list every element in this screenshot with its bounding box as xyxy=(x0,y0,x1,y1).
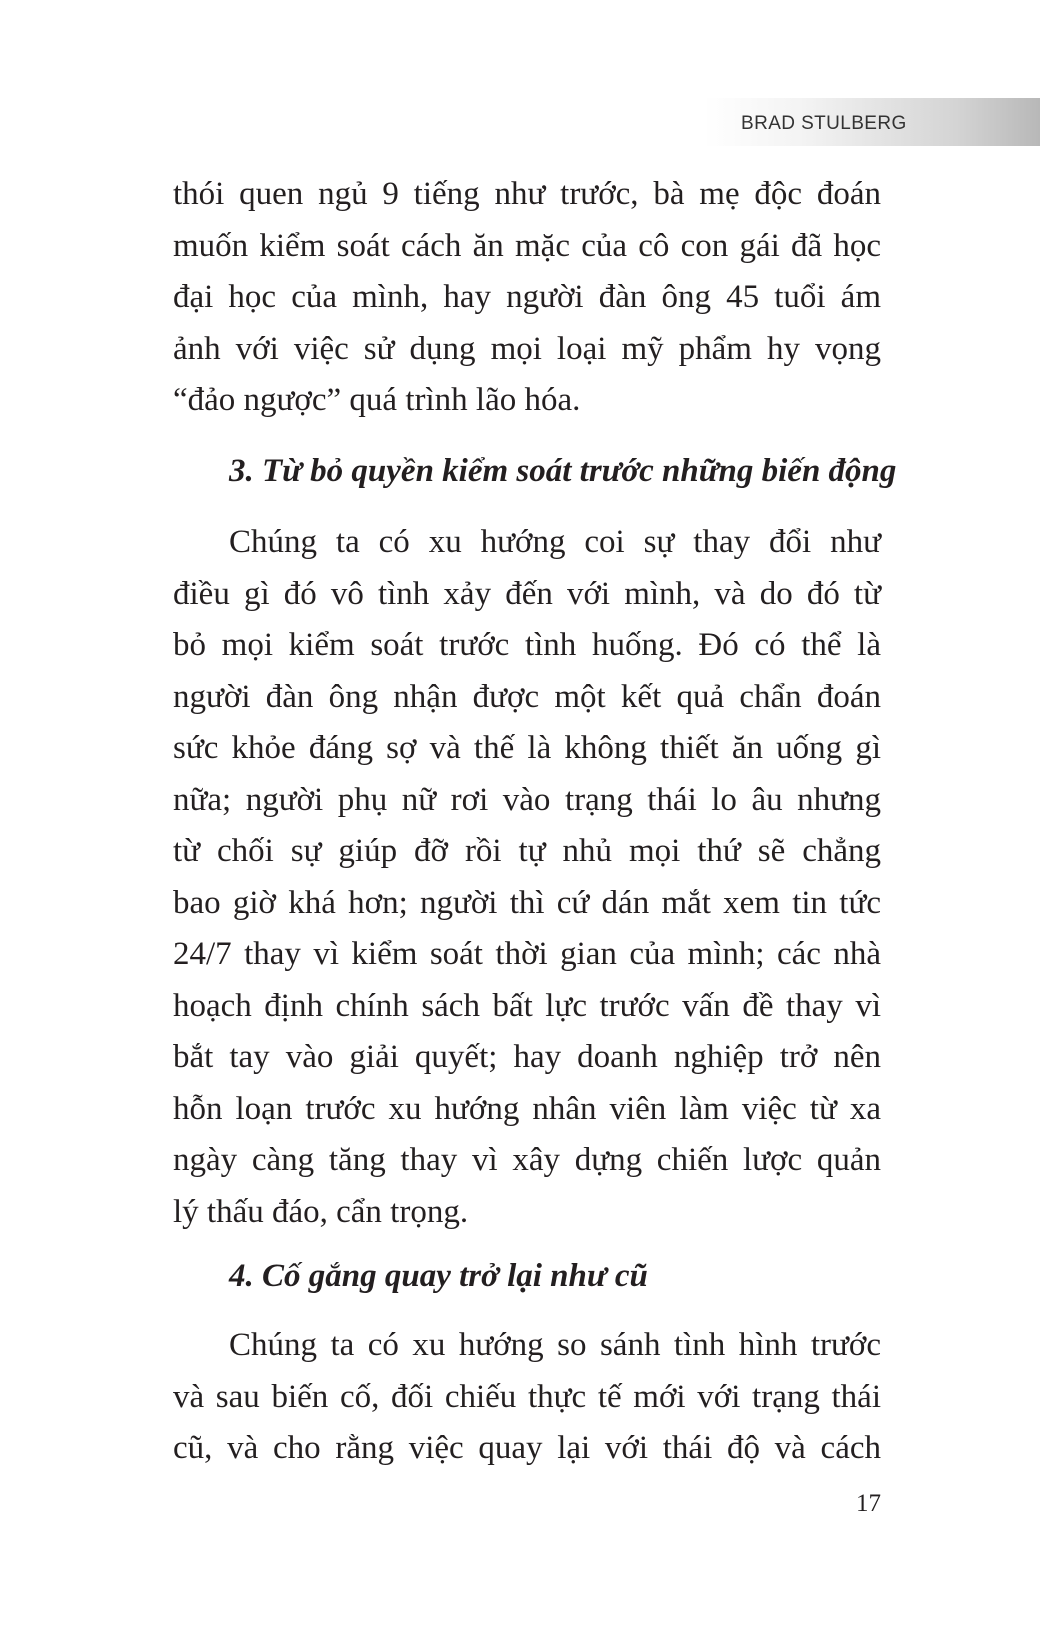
paragraph-1 xyxy=(173,169,881,427)
text-line: điều gì đó vô tình xảy đến với mình, và do đó từ xyxy=(173,575,881,612)
text-line: muốn kiểm soát cách ăn mặc của cô con gái đã học xyxy=(173,227,881,264)
text-line: cũ, và cho rằng việc quay lại với thái độ và cách xyxy=(173,1430,881,1466)
text-line: “đảo ngược” quá trình lão hóa. xyxy=(173,382,581,418)
text-line: bỏ mọi kiểm soát trước tình huống. Đó có thể là xyxy=(173,627,881,663)
text-line: và sau biến cố, đối chiếu thực tế mới với trạng thái xyxy=(173,1378,881,1415)
text-line: Chúng ta có xu hướng coi sự thay đổi như xyxy=(229,524,881,560)
text-line: người đàn ông nhận được một kết quả chẩn đoán xyxy=(173,678,881,715)
running-head-author: BRAD STULBERG xyxy=(741,113,907,134)
text-line: hỗn loạn trước xu hướng nhân viên làm việc từ xa xyxy=(173,1090,881,1127)
text-line: sức khỏe đáng sợ và thế là không thiết ăn uống gì xyxy=(173,730,881,766)
text-line: bắt tay vào giải quyết; hay doanh nghiệp trở nên xyxy=(173,1039,881,1075)
text-line: bao giờ khá hơn; người thì cứ dán mắt xem tin tức xyxy=(173,884,881,921)
text-line: 24/7 thay vì kiểm soát thời gian của mình; các nhà xyxy=(173,936,881,972)
text-line: Chúng ta có xu hướng so sánh tình hình trước xyxy=(229,1327,881,1363)
text-line: lý thấu đáo, cẩn trọng. xyxy=(173,1193,469,1230)
text-line: nữa; người phụ nữ rơi vào trạng thái lo âu nhưng xyxy=(173,781,881,818)
page-number: 17 xyxy=(856,1490,881,1517)
text-line: hoạch định chính sách bất lực trước vấn đề thay vì xyxy=(173,987,881,1024)
text-line: thói quen ngủ 9 tiếng như trước, bà mẹ độc đoán xyxy=(173,176,881,212)
paragraph-3 xyxy=(173,1320,881,1475)
section-heading-3: 3. Từ bỏ quyền kiểm soát trước những biến động xyxy=(229,453,897,489)
section-heading-4: 4. Cố gắng quay trở lại như cũ xyxy=(229,1258,648,1294)
text-line: đại học của mình, hay người đàn ông 45 tuổi ám xyxy=(173,279,881,315)
text-line: ngày càng tăng thay vì xây dựng chiến lược quản xyxy=(173,1142,881,1178)
text-line: từ chối sự giúp đỡ rồi tự nhủ mọi thứ sẽ chẳng xyxy=(173,833,881,869)
paragraph-2 xyxy=(173,517,881,1238)
text-line: ảnh với việc sử dụng mọi loại mỹ phẩm hy vọng xyxy=(173,330,881,367)
